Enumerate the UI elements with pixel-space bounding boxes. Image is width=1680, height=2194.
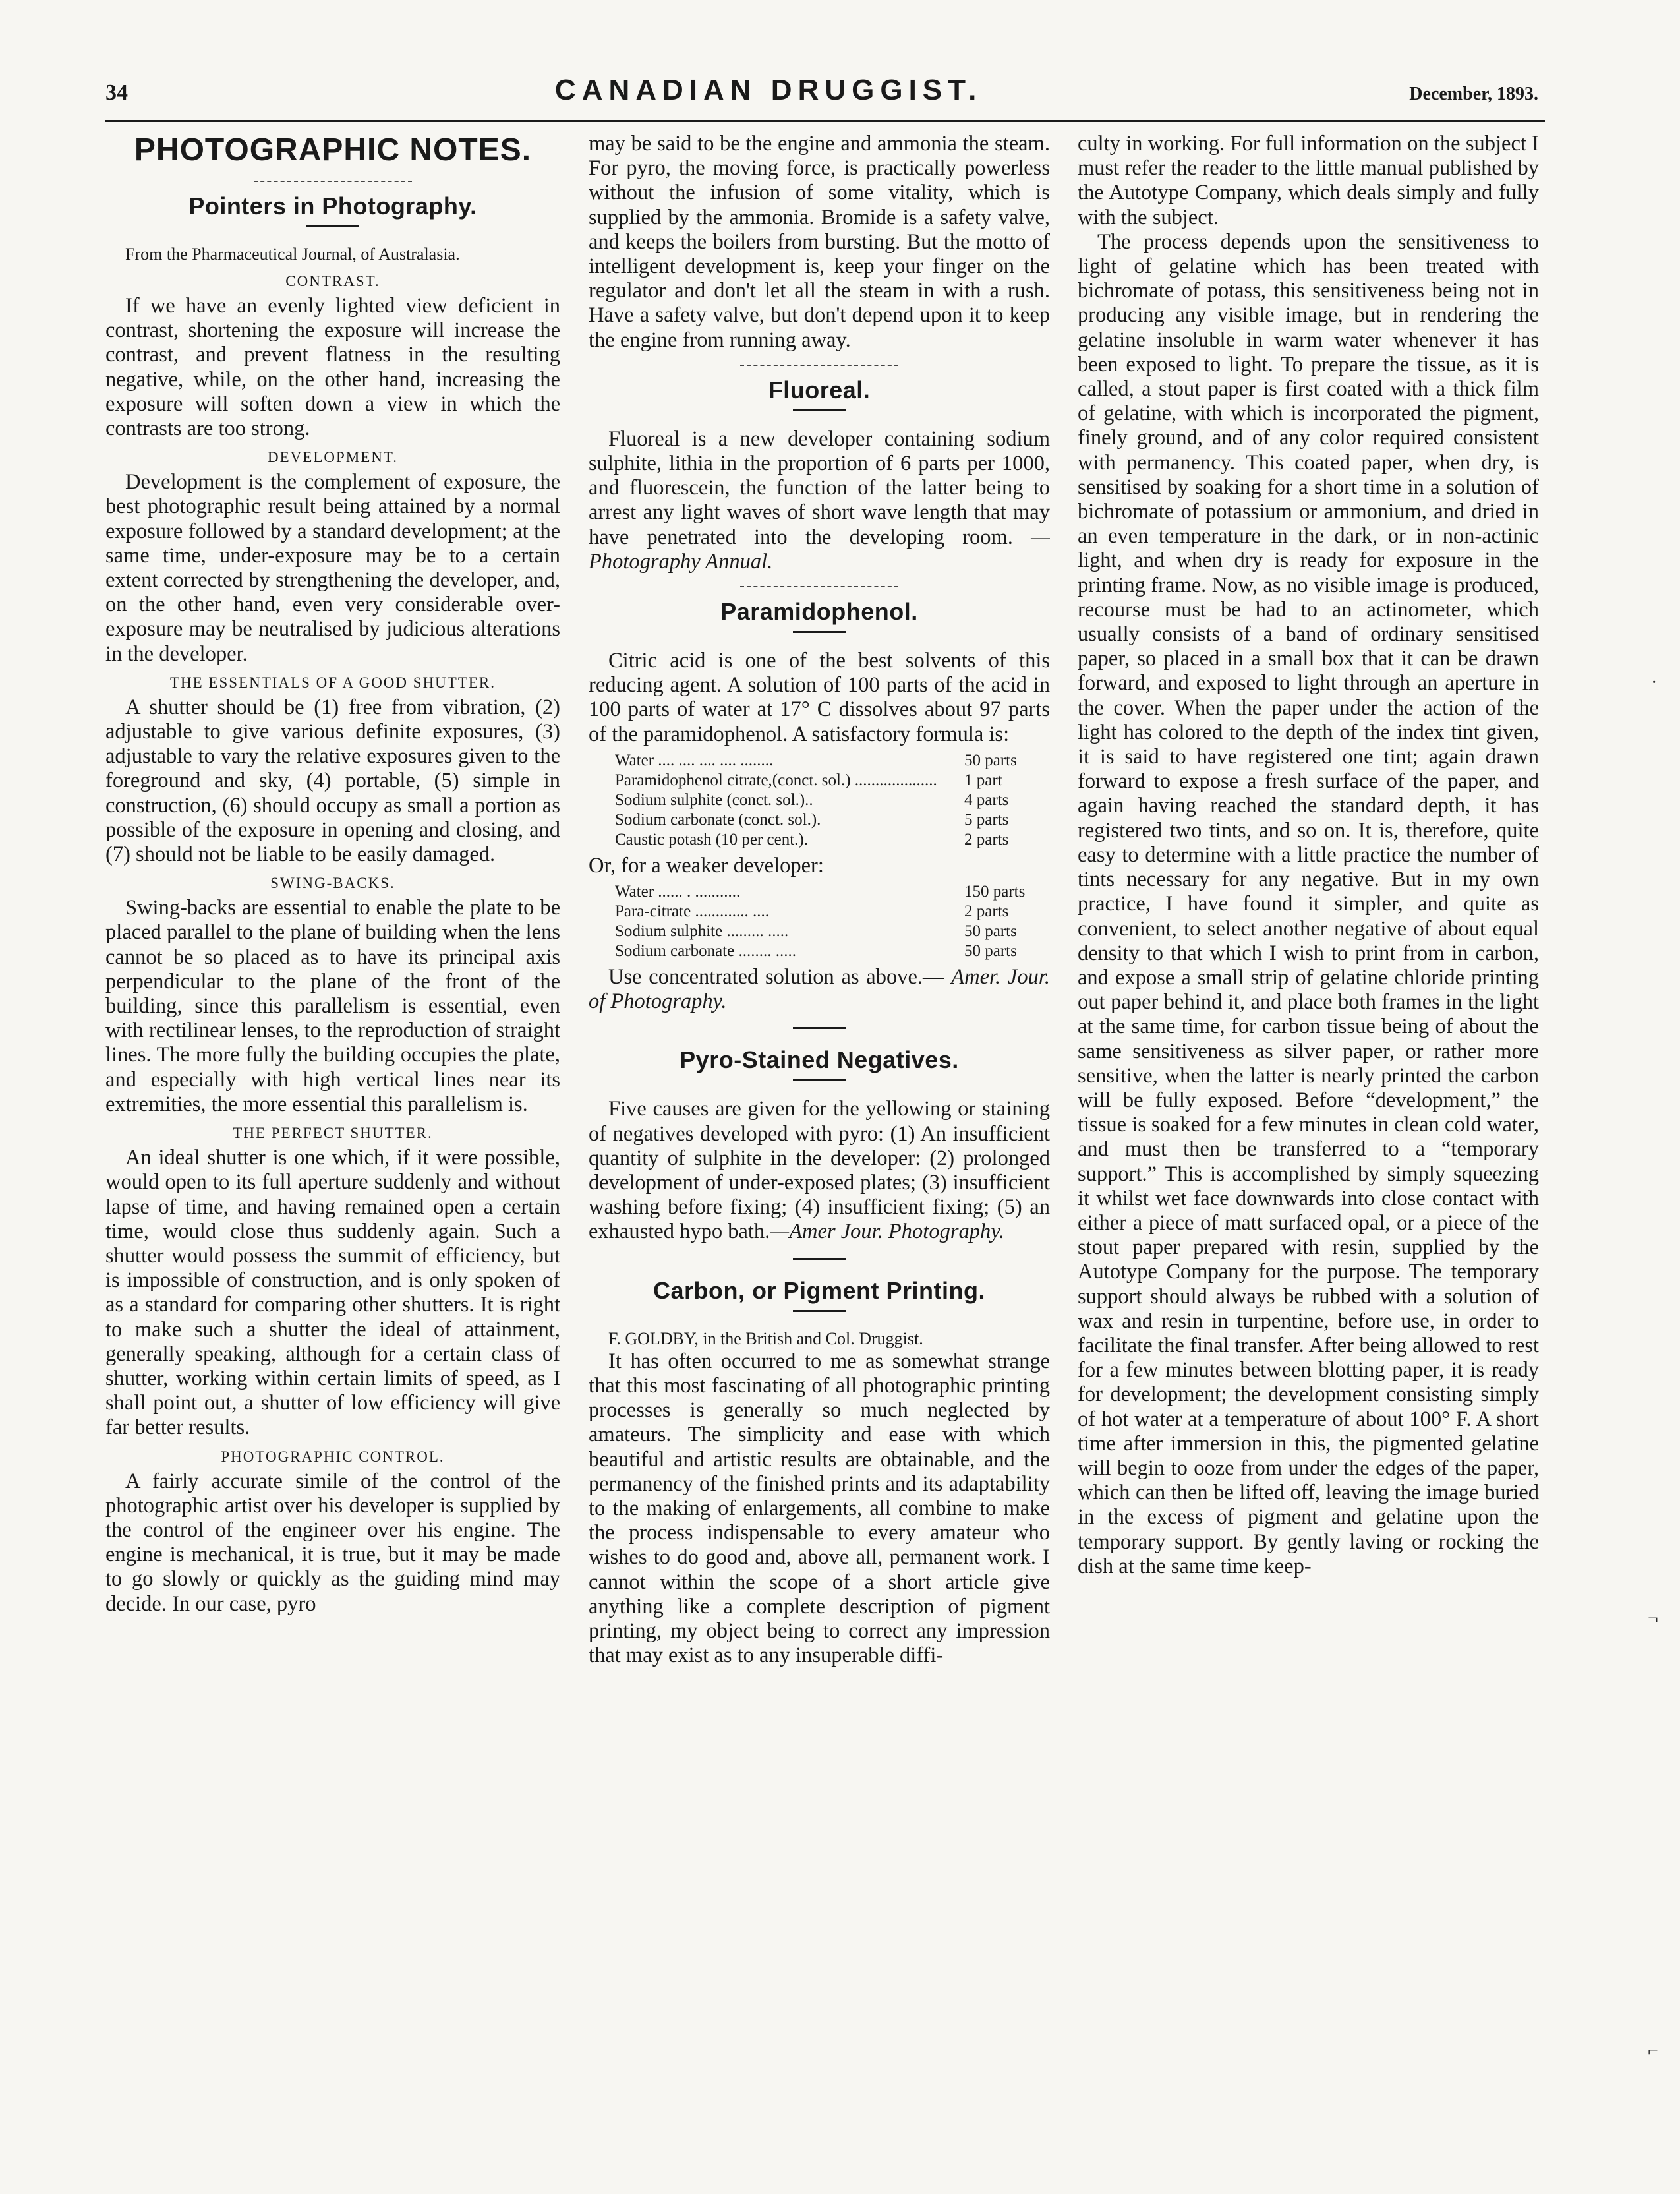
- paragraph-contrast: If we have an evenly lighted view deficient in contrast, shortening the exposure will increase the contrast, and prevent flatness in the resulting negative, while, on the other hand, increasing the exposure will soften down a view in which the contrasts are too strong.: [105, 294, 560, 441]
- divider: [306, 225, 359, 227]
- citation: —Amer Jour. Photography.: [770, 1220, 1004, 1244]
- subhead-perfect-shutter: THE PERFECT SHUTTER.: [233, 1125, 433, 1142]
- paragraph-fluoreal: Fluoreal is a new developer containing sodium sulphite, lithia in the proportion of 6 parts per 1000, and fluorescein, the function of the latter being to arrest any light waves of short wave length that may have penetrated into the developing room. —Photography Annual.: [589, 427, 1050, 574]
- subhead-development: DEVELOPMENT.: [268, 449, 398, 466]
- paragraph-carbon-process: The process depends upon the sensitiveness to light of gelatine which has been treated with bichromate of potass, this sensitiveness being not in producing any visible image, but in rendering the gelatine insoluble in warm water whenever it has been exposed to light. To prepare the tissue, as it is called, a stout paper is first coated with a thick film of gelatine, with which is incorporated the pigment, finely ground, and of any color required consistent with permanency. This coated paper, when dry, is sensitised by soaking for a short time in a solution of bichromate of potassium or ammonium, and dried in an even temperature in the dark, or in non-actinic light, and when dry is ready for exposure in the printing frame. Now, as no visible image is produced, recourse must be had to an actinometer, which usually consists of a band of ordinary sensitised paper, so placed in a small box that it can be drawn forward, and exposed to light through an aperture in the cover. When the paper under the action of the light has colored to the depth of the index tint given, it is said to have registered one tint; again drawn forward to expose a fresh surface of the paper, and again having reached the standard depth, it has registered two tints, and so on. It is, therefore, quite easy to determine with a little practice the number of tints necessary for any negative. But in my own practice, I have found it simpler, and quite as convenient, to select another negative of about equal density to that which I wish to print from in carbon, and expose a small strip of gelatine chloride printing out paper behind it, and place both frames in the light at the same time, for carbon tissue being of about the same sensitiveness as silver paper, or rather more sensitive, when the latter is nearly printed the carbon will be fully exposed. Before “development,” the tissue is soaked for a few minutes in clean cold water, and must then be transferred to a “temporary support.” This is accomplished by simply squeezing it whilst wet face downwards into close contact with either a piece of matt surfaced opal, or a piece of the stout paper prepared with resin, supplied by the Autotype Company for the purpose. The temporary support should always be rubbed with a solution of wax and resin in turpentine, before use, in order to facilitate the final transfer. After being allowed to rest for a few minutes between blotting paper, it is ready for development; the development consisting simply of hot water at a temperature of about 100° F. A short time after immersion in this, the pigmented gelatine will begin to ooze from under the edges of the paper, which can then be lifted off, leaving the image buried in the excess of pigment and gelatine upon the temporary support. By gently laving or rocking the dish at the same time keep-: [1078, 229, 1539, 1578]
- article-title: Fluoreal.: [768, 376, 871, 403]
- running-head: [105, 74, 1538, 113]
- column-3: [1078, 132, 1539, 2156]
- margin-mark: ¬: [1648, 1609, 1658, 1629]
- formula-row: Paramidophenol citrate,(conct. sol.) .................... 1 part: [615, 771, 1002, 789]
- divider: [793, 1079, 846, 1081]
- formula-row: Caustic potash (10 per cent.). 2 parts: [615, 830, 1009, 848]
- article-title: Pyro-Stained Negatives.: [680, 1046, 959, 1074]
- divider: [793, 631, 846, 633]
- subhead-control: PHOTOGRAPHIC CONTROL.: [221, 1448, 445, 1465]
- issue-date: December, 1893.: [1409, 84, 1538, 104]
- journal-title: CANADIAN DRUGGIST.: [554, 74, 983, 106]
- margin-mark: ⌐: [1648, 2040, 1658, 2061]
- subhead-shutter: THE ESSENTIALS OF A GOOD SHUTTER.: [169, 674, 496, 691]
- paragraph-control: A fairly accurate simile of the control of the photographic artist over his developer is supplied by the control of the engineer over his engine. The engine is mechanical, it is true, but it may be made to go slowly or quickly as the guiding mind may decide. In our case, pyro: [105, 1469, 560, 1616]
- page-number: 34: [105, 80, 128, 105]
- paragraph-carbon-continued: culty in working. For full information on the subject I must refer the reader to the little manual published by the Autotype Company, which deals simply and fully with the subject.: [1078, 132, 1539, 229]
- formula-row: Sodium sulphite ......... ..... 50 parts: [615, 922, 1017, 941]
- paragraph-perfect-shutter: An ideal shutter is one which, if it were possible, would open to its full aperture suddenly and without lapse of time, and having remained open a certain time, would close thus suddenly again. Such a shutter would possess the summit of efficiency, but is impossible of construction, and is only spoken of as a standard for comparing other shutters. It is right to make such a shutter the ideal of attainment, generally speaking, although for a certain class of shutter, working within certain limits of speed, as I shall point out, a shutter of low efficiency will give far better results.: [105, 1146, 560, 1440]
- formula-row: Water .... .... .... .... ........ 50 parts: [615, 751, 1017, 769]
- column-1: [105, 132, 560, 2156]
- paragraph-paramidophenol: Citric acid is one of the best solvents of this reducing agent. A solution of 100 parts of the acid in 100 parts of water at 17° C dissolves about 97 parts of the paramidophenol. A satisfactory formula is:: [589, 649, 1050, 746]
- formula-table: [615, 751, 1050, 850]
- divider: [793, 1310, 846, 1312]
- divider: [740, 365, 898, 366]
- citation: Amer. Jour. of Photography.: [589, 965, 1050, 1014]
- column-2: [589, 132, 1050, 2156]
- article-title: Carbon, or Pigment Printing.: [652, 1276, 985, 1304]
- paragraph-carbon: It has often occurred to me as somewhat strange that this most fascinating of all photographic printing processes is generally so much neglected by amateurs. The simplicity and ease with which beautiful and artistic results are obtainable, and the permanency of the finished prints and its adaptability to the making of enlargements, all combine to make the process indispensable to every amateur who wishes to do good and, above all, permanent work. I cannot within the scope of a short article give anything like a complete description of pigment printing, my object being to correct any impression that may exist as to any insuperable diffi-: [589, 1349, 1050, 1668]
- paragraph-weaker-intro: Or, for a weaker developer:: [589, 853, 824, 877]
- formula-row: Sodium carbonate (conct. sol.). 5 parts: [615, 810, 1009, 829]
- divider: [793, 1027, 846, 1029]
- paragraph-pyro: Five causes are given for the yellowing or staining of negatives developed with pyro: (1) An insufficient quantity of sulphite in the developer: (2) prolonged development of under-exposed plates; (3) insufficient washing before fixing; (4) insufficient fixing; (5) an exhausted hypo bath.—Amer Jour. Photography.: [589, 1097, 1050, 1244]
- citation: —Photography Annual.: [589, 525, 1050, 574]
- paragraph-control-continued: may be said to be the engine and ammonia the steam. For pyro, the moving force, is practically powerless without the infusion of some vitality, which is supplied by the ammonia. Bromide is a safety valve, and keeps the boilers from bursting. But the motto of intelligent development is, keep your finger on the regulator and don't let all the steam in with a rush. Have a safety valve, but don't depend upon it to keep the engine from running away.: [589, 132, 1050, 352]
- article-byline: F. GOLDBY, in the British and Col. Druggist.: [608, 1328, 923, 1348]
- divider: [793, 1258, 846, 1260]
- section-title: PHOTOGRAPHIC NOTES.: [134, 133, 532, 167]
- margin-mark: ·: [1651, 672, 1658, 693]
- divider: [793, 409, 846, 411]
- paragraph-paramidophenol-end: Use concentrated solution as above.— Amer. Jour. of Photography.: [589, 965, 1050, 1014]
- subhead-contrast: CONTRAST.: [285, 273, 380, 289]
- article-source: From the Pharmaceutical Journal, of Australasia.: [125, 245, 460, 264]
- divider: [254, 181, 412, 182]
- formula-row: Sodium sulphite (conct. sol.).. 4 parts: [615, 790, 1009, 809]
- formula-row: Sodium carbonate ........ ..... 50 parts: [615, 942, 1017, 961]
- paragraph-swing-backs: Swing-backs are essential to enable the plate to be placed parallel to the plane of building when the lens cannot be so placed as to have its principal axis perpendicular to the plane of the front of the building, since this parallelism is essential, even with rectilinear lenses, to the reproduction of straight lines. The more fully the building occupies the plate, and especially with high vertical lines near its extremities, the more essential this parallelism is.: [105, 896, 560, 1116]
- formula-row: Para-citrate ............. .... 2 parts: [615, 903, 1009, 921]
- paragraph-shutter: A shutter should be (1) free from vibration, (2) adjustable to give various definite exposures, (3) adjustable to vary the relative exposures given to the foreground and sky, (4) portable, (5) simple in construction, (6) should occupy as small a portion as possible of the exposure in opening and closing, and (7) should not be liable to be easily damaged.: [105, 695, 560, 867]
- article-title: Paramidophenol.: [720, 598, 918, 626]
- formula-table: [615, 882, 1050, 961]
- header-rule: [105, 120, 1545, 122]
- paragraph-development: Development is the complement of exposure, the best photographic result being attained by a normal exposure followed by a standard development; at the same time, under-exposure may be to a certain extent corrected by strengthening the developer, and, on the other hand, even very considerable over-exposure may be neutralised by judicious alterations in the developer.: [105, 470, 560, 666]
- subhead-swing-backs: SWING-BACKS.: [270, 875, 395, 892]
- article-title: Pointers in Photography.: [188, 193, 477, 220]
- formula-row: Water ...... . ........... 150 parts: [615, 883, 1026, 901]
- divider: [740, 586, 898, 587]
